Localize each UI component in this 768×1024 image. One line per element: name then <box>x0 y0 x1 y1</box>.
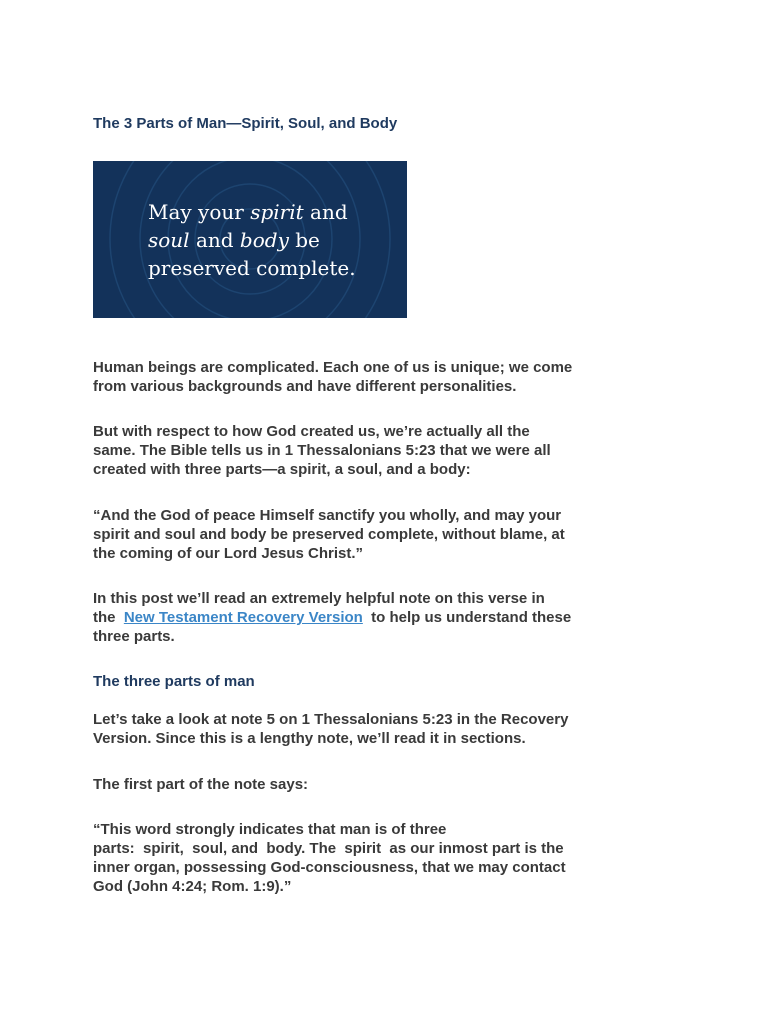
paragraph-note-intro: Let’s take a look at note 5 on 1 Thessalonians 5:23 in the Recovery Version. Since this is a lengthy note, we’ll read it in sections. <box>93 711 569 747</box>
recovery-version-link[interactable]: New Testament Recovery Version <box>123 609 363 626</box>
paragraph-recovery-version: In this post we’ll read an extremely helpful note on this verse in the New Testament Recovery Version to help us understand these three parts. <box>93 590 572 645</box>
section-heading: The three parts of man <box>93 673 255 690</box>
paragraph-note-quote: “This word strongly indicates that man is of three parts: spirit, soul, and body. The spirit as our inmost part is the inner organ, possessing God-consciousness, that we may contact God (John 4:24; Rom. 1:9).” <box>93 821 566 895</box>
banner-line-2: soul and body be <box>148 228 320 252</box>
banner-line-3: preserved complete. <box>148 256 356 280</box>
paragraph-first-part: The first part of the note says: <box>93 776 309 793</box>
banner-line-1: May your spirit and <box>148 200 348 224</box>
paragraph-intro: Human beings are complicated. Each one of us is unique; we come from various backgrounds and have different personalities. <box>93 359 573 395</box>
paragraph-created: But with respect to how God created us, we’re actually all the same. The Bible tells us in 1 Thessalonians 5:23 that we were all created with three parts—a spirit, a soul, and a body: <box>93 423 551 478</box>
paragraph-verse-quote: “And the God of peace Himself sanctify you wholly, and may your spirit and soul and body be preserved complete, without blame, at the coming of our Lord Jesus Christ.” <box>93 507 565 562</box>
banner-quote <box>148 198 356 282</box>
article-title: The 3 Parts of Man—Spirit, Soul, and Body <box>93 115 398 132</box>
banner-image <box>93 161 407 318</box>
